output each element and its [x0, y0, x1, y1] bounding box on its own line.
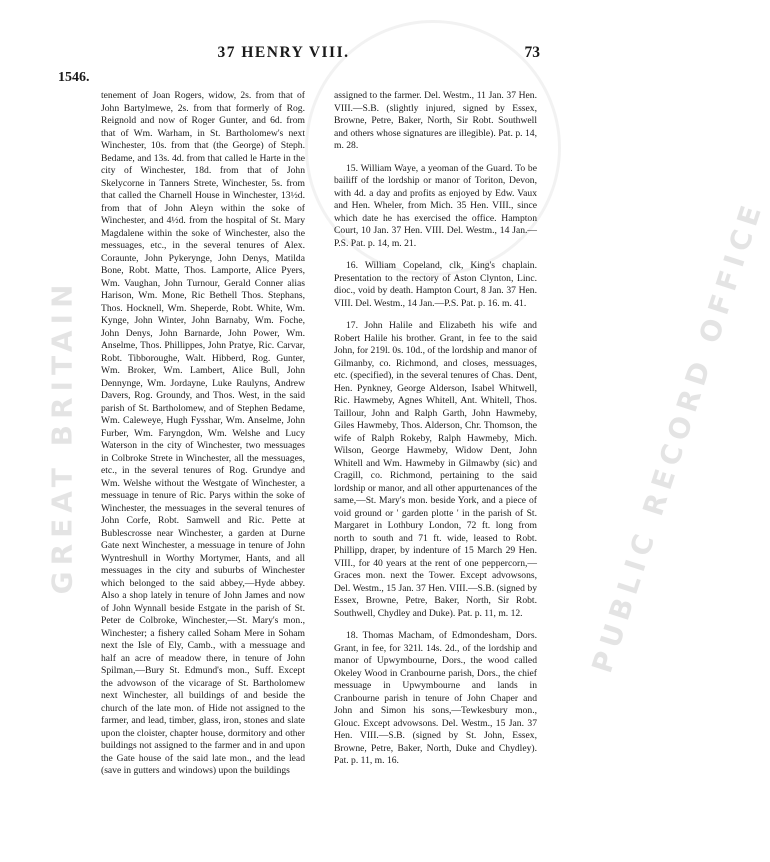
year-margin: 1546. [58, 70, 90, 85]
watermark-stamp-left: GREAT BRITAIN [45, 278, 79, 595]
entry-number: 18. [346, 630, 358, 641]
entry-17 [334, 320, 537, 620]
entry-text: William Waye, a yeoman of the Guard. To be bailiff of the lordship or manor of Toriton, Devon, with 4d. a day and profits as enjoyed by Edw. Vaux and Hen. Wheler, from Mich. 35 Hen. VIII., since which date he has exercised the office. Hampton Court, 10 Jan. 37 Hen. VIII. Del. Westm., 14 Jan.—P.S. Pat. p. 14, m. 21. [334, 162, 537, 249]
entry-16 [334, 260, 537, 310]
entry-number: 16. [346, 260, 358, 271]
entry-text: Thomas Macham, of Edmondesham, Dors. Grant, in fee, for 321l. 14s. 2d., of the lordship and manor of Upwymbourne, Dors., the wood called Okeley Wood in Cranbourne parish, Dors., the chief messuage in Upwymbourne and lands in Cranbourne parish in tenure of John Chaper and John and Simon his sons,—Tewkesbury mon., Glouc. Except advowsons. Del. Westm., 15 Jan. 37 Hen. VIII.—S.B. (signed by St. John, Essex, Browne, Petre, Baker, North, Duke and Chydley). Pat. p. 11, m. 16. [334, 630, 537, 766]
entry-15 [334, 163, 537, 251]
page-number: 73 [524, 44, 540, 61]
left-column [101, 90, 305, 788]
running-head: 37 HENRY VIII. [217, 44, 350, 61]
entry-text: John Halile and Elizabeth his wife and Robert Halile his brother. Grant, in fee to the said John, for 219l. 0s. 10d., of the lordship and manor of Gilmanby, co. Richmond, and closes, messuages, etc. (specified), in the several tenures of Chas. Dent, Hen. Pynkney, George Alderson, Isabel Whitwell, Ric. Hawmeby, Agnes Whitell, Ant. Whitell, Thos. Taillour, John and Ralph Garth, John Hawmeby, Giles Hawmeby, Thos. Alderson, Chr. Thomson, the wife of Ralph Rokeby, Ralph Hawmeby, Mich. Wilson, George Hawmeby, Widow Dent, John Whitell and Wm. Hawmeby in Gilmawby (sic) and Cragill, co. Richmond, pertaining to the said lordship or manor, and all other appurtenances of the same,—St. Mary's mon. beside York, and a piece of void ground or ' garden plotte ' in the parish of St. Margaret in Lothbury London, 72 ft. long from north to south and 71 ft. wide, leased to Robt. Phillipp, draper, by indenture of 15 March 29 Hen. VIII., for 40 years at the rent of one peppercorn,—Graces mon. next the Tower. Except advowsons, Del. Westm., 15 Jan. 37 Hen. VIII.—S.B. (signed by Essex, Browne, Petre, Baker, North, Sir Robt. Southwell, Chydley and Duke). Pat. p. 11, m. 12. [334, 320, 537, 619]
entry-18 [334, 630, 537, 768]
entry-number: 15. [346, 162, 358, 174]
watermark-stamp-right: PUBLIC RECORD OFFICE [585, 196, 770, 677]
entry-number: 17. [346, 320, 358, 331]
left-column-text: tenement of Joan Rogers, widow, 2s. from that of John Bartylmewe, 2s. from that formerly of Rog. Reignold and now of Roger Gunter, and 6d. from that of Wm. Warham, in St. Bartholomew's next Winchester, 10s. from that (the George) of Steph. Bedame, and 13s. 4d. from that called le Harte in the city of Winchester, 18d. from that of John Skelycorne in Tanners Strete, Winchester, 5s. from that called the Charnell House in Winchester, 13½d. from that of John Aleyn within the soke of Winchester, and 4½d. from the hospital of St. Mary Magdalene within the soke of Winchester, also the messuages, etc., in the several tenures of Alex. Coraunte, John Pykerynge, John Denys, Matilda Bone, Robt. Matte, Thos. Lamporte, Alice Pyers, Wm. Vaughan, John Turnour, Gerald Conner alias Harison, Wm. Mone, Ric Bethell Thos. Stephans, Thos. Hocknell, Wm. Sheperde, Robt. White, Wm. Kynge, John Winter, John Barnaby, Wm. Foche, John Denys, John Barnarde, John Power, Wm. Anselme, Thos. Phillippes, John Pratye, Ric. Carvar, Robt. Tibboroughe, Walt. Hibberd, Rog. Gunter, Wm. Broker, Wm. Lambert, Alice Bull, John Dennynge, Wm. Jordayne, Luke Raulyns, Andrew Davers, Rog. Groundy, and Thos. West, in the said parish of St. Bartholomew, and of Stephen Bedame, Wm. Caleweye, Hugh Fysshar, Wm. Anselme, John Furber, Wm. Faryngdon, Wm. Welshe and Lucy Waterson in the city of Winchester, two messuages in Colbroke Strete in Winchester, all the messuages, etc., in the several tenures of Rog. Grundye and Wm. Welshe without the Westgate of Winchester, a messuage in tenure of Ric. Parys within the soke of Winchester, the messuages in the several tenures of John Corfe, Robt. Samwell and Ric. Pette at Bublescrosse near Winchester, a garden at Durne Gate next Winchester, a messuage in tenure of John Wyntreshull in Worthy Mortymer, Hants, and all messuages in the city and suburbs of Winchester which belonged to the said abbey,—Hyde abbey. Also a shop lately in tenure of John James and now of John Wynnall beside Estgate in the parish of St. Peter de Colbroke, Winchester,—St. Mary's mon., Winchester; a fishery called Soham Mere in Soham next the Isle of Ely, Camb., with a messuage and half an acre of meadow there, in tenure of John Spilman,—Bury St. Edmund's mon., Suff. Except the advowson of the vicarage of St. Bartholomew next Winchester, all buildings of and beside the church of the late mon. of Hide not assigned to the farmer, and lead, timber, glass, iron, stones and slate upon the cloister, chapter house, dormitory and other buildings not assigned to the farmer and in and upon the Gate house of the said late mon., and the lead (save in gutters and windows) upon the buildings [101, 90, 305, 776]
right-column [334, 90, 537, 778]
entry-text: William Copeland, clk, King's chaplain. Presentation to the rectory of Aston Clynton, Linc. dioc., void by death. Hampton Court, 8 Jan. 37 Hen. VIII. Del. Westm., 14 Jan.—P.S. Pat. p. 16. m. 41. [334, 260, 537, 309]
page-header [0, 44, 567, 66]
entry-continuation: assigned to the farmer. Del. Westm., 11 Jan. 37 Hen. VIII.—S.B. (slightly injured, signed by Essex, Browne, Petre, Baker, North, Sir Robt. Southwell and others whose signatures are illegible). Pat. p. 14, m. 28. [334, 90, 537, 151]
